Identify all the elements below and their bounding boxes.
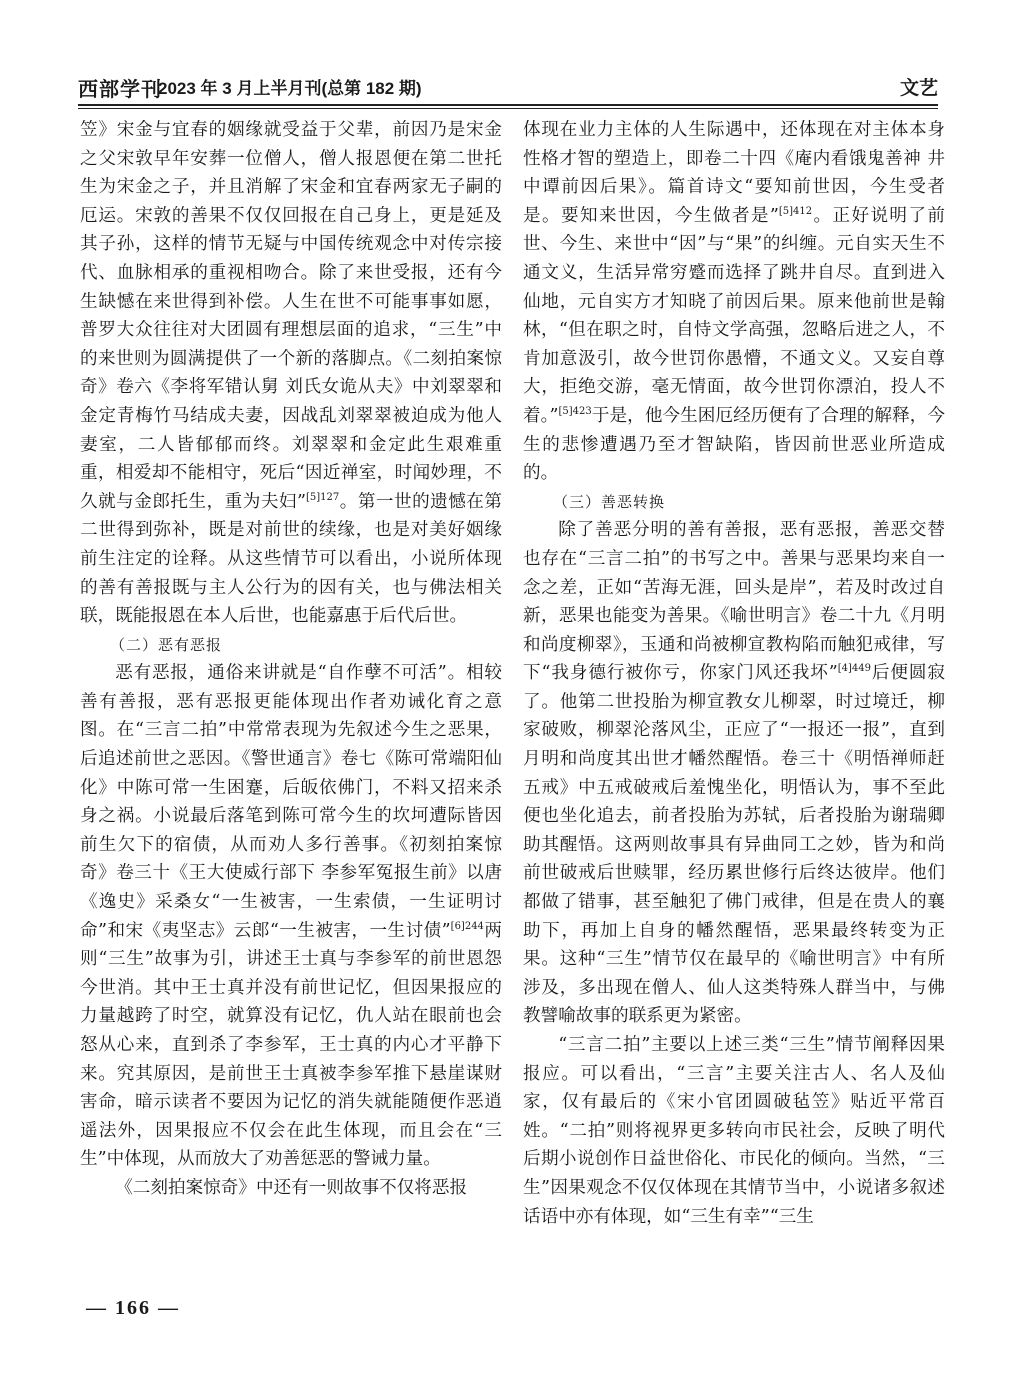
paragraph: “三言二拍”主要以上述三类“三生”情节阐释因果报应。可以看出，“三言”主要关注古人、名人及仙家，仅有最后的《宋小官团圆破毡笠》贴近平常百姓。“二拍”则将视界更多转向市民社会，反映了明代后期小说创作日益世俗化、市民化的倾向。当然，“三生”因果观念不仅仅体现在其情节当中，小说诸多叙述话语中亦有体现，如“三生有幸”“三生 xyxy=(523,1035,945,1227)
paragraph: 恶有恶报，通俗来讲就是“自作孽不可活”。相较善有善报，恶有恶报更能体现出作者劝诫化育之意图。在“三言二拍”中常常表现为先叙述今生之恶果，后追述前世之恶因。《警世通言》卷七《陈可常端阳仙化》中陈可常一生困蹇，后皈依佛门，不料又招来杀身之祸。小说最后落笔到陈可常今生的坎坷遭际皆因前生欠下的宿债，从而劝人多行善事。《初刻拍案惊奇》卷三十《王大使威行部下 李参军冤报生前》以唐《逸史》采桑女“一生被害，一生索债，一生证明讨命”和宋《夷坚志》云郎“一生被害，一生讨债”$^{[6]244}$两则“三生”故事为引，讲述王士真与李参军的前世恩怨今世消。其中王士真并没有前世记忆，但因果报应的力量越跨了时空，就算没有记忆，仇人站在眼前也会怒从心来，直到杀了李参军，王士真的内心才平静下来。究其原因，是前世王士真被李参军推下悬崖谋财害命，暗示读者不要因为记忆的消失就能随便作恶逍遥法外，因果报应不仅会在此生体现，而且会在“三生”中体现，从而放大了劝善惩恶的警诫力量。 xyxy=(80,663,502,1170)
citation: [5]127 xyxy=(305,491,340,503)
page-number: — 166 — xyxy=(86,1297,180,1319)
subheading: （三）善恶转换 xyxy=(553,492,666,511)
paragraph: 笠》宋金与宜春的姻缘就受益于父辈，前因乃是宋金之父宋敦早年安葬一位僧人，僧人报恩便在第二世托生为宋金之子，并且消解了宋金和宜春两家无子嗣的厄运。宋敦的善果不仅仅回报在自己身上，更是延及其子孙，这样的情节无疑与中国传统观念中对传宗接代、血脉相承的重视相吻合。除了来世受报，还有今生缺憾在来世得到补偿。人生在世不可能事事如愿，普罗大众往往对大团圆有理想层面的追求，“三生”中的来世则为圆满提供了一个新的落脚点。《二刻拍案惊奇》卷六《李将军错认舅 刘氏女诡从夫》中刘翠翠和金定青梅竹马结成夫妻，因战乱刘翠翠被迫成为他人妻室，二人皆郁郁而终。刘翠翠和金定此生艰难重重，相爱却不能相守，死后“因近禅室，时闻妙理，不久就与金郎托生，重为夫妇”$^{[5]127}$。第一世的遗憾在第二世得到弥补，既是对前世的续缘，也是对美好姻缘前生注定的诠释。从这些情节可以看出，小说所体现的善有善报既与主人公行为的因有关，也与佛法相关联，既能报恩在本人后世，也能嘉惠于后代后世。 xyxy=(80,120,502,627)
section-name: 文艺 xyxy=(899,77,938,99)
header-rule xyxy=(78,104,938,106)
paragraph: 《二刻拍案惊奇》中还有一则故事不仅将恶报 xyxy=(115,1177,468,1198)
header-rule-thin xyxy=(78,108,938,109)
running-header xyxy=(78,70,938,100)
left-column xyxy=(80,116,502,1203)
paragraph: 体现在业力主体的人生际遇中，还体现在对主体本身性格才智的塑造上，即卷二十四《庵内看饿鬼善神 井中谭前因后果》。篇首诗文“要知前世因，今生受者是。要知来世因，今生做者是”$^{[5]412}$。正好说明了前世、今生、来世中“因”与“果”的纠缠。元自实天生不通文义，生活异常穷蹙而选择了跳井自尽。直到进入仙地，元自实方才知晓了前因后果。原来他前世是翰林，“但在职之时，自恃文学高强，忽略后进之人，不肯加意汲引，故今世罚你愚懵，不通文义。又妄自尊大，拒绝交游，毫无情面，故今世罚你漂泊，投人不着。”$^{[5]423}$于是，他今生困厄经历便有了合理的解释，今生的悲惨遭遇乃至才智缺陷，皆因前世恶业所造成的。 xyxy=(523,120,945,484)
citation: [6]244 xyxy=(450,920,484,932)
citation: [5]412 xyxy=(778,205,813,217)
journal-logo: 西部学刊 xyxy=(78,77,162,101)
citation: [5]423 xyxy=(558,406,592,418)
issue-info: 2023 年 3 月上半月刊(总第 182 期) xyxy=(158,79,422,98)
citation: [4]449 xyxy=(837,663,872,675)
subheading: （二）恶有恶报 xyxy=(110,635,223,654)
paragraph: 除了善恶分明的善有善报，恶有恶报，善恶交替也存在“三言二拍”的书写之中。善果与恶果均来自一念之差，正如“苦海无涯，回头是岸”，若及时改过自新，恶果也能变为善果。《喻世明言》卷二十九《月明和尚度柳翠》，玉通和尚被柳宣教构陷而触犯戒律，写下“我身德行被你亏，你家门风还我坏”$^{[4]449}$后便圆寂了。他第二世投胎为柳宣教女儿柳翠，时过境迁，柳家破败，柳翠沦落风尘，正应了“一报还一报”，直到月明和尚度其出世才幡然醒悟。卷三十《明悟禅师赶五戒》中五戒破戒后羞愧坐化，明悟认为，事不至此便也坐化追去，前者投胎为苏轼，后者投胎为谢瑞卿助其醒悟。这两则故事具有异曲同工之妙，皆为和尚前世破戒后世赎罪，经历累世修行后终达彼岸。他们都做了错事，甚至触犯了佛门戒律，但是在贵人的襄助下，再加上自身的幡然醒悟，恶果最终转变为正果。这种“三生”情节仅在最早的《喻世明言》中有所涉及，多出现在僧人、仙人这类特殊人群当中，与佛教譬喻故事的联系更为紧密。 xyxy=(523,520,945,1027)
right-column xyxy=(523,116,945,1231)
